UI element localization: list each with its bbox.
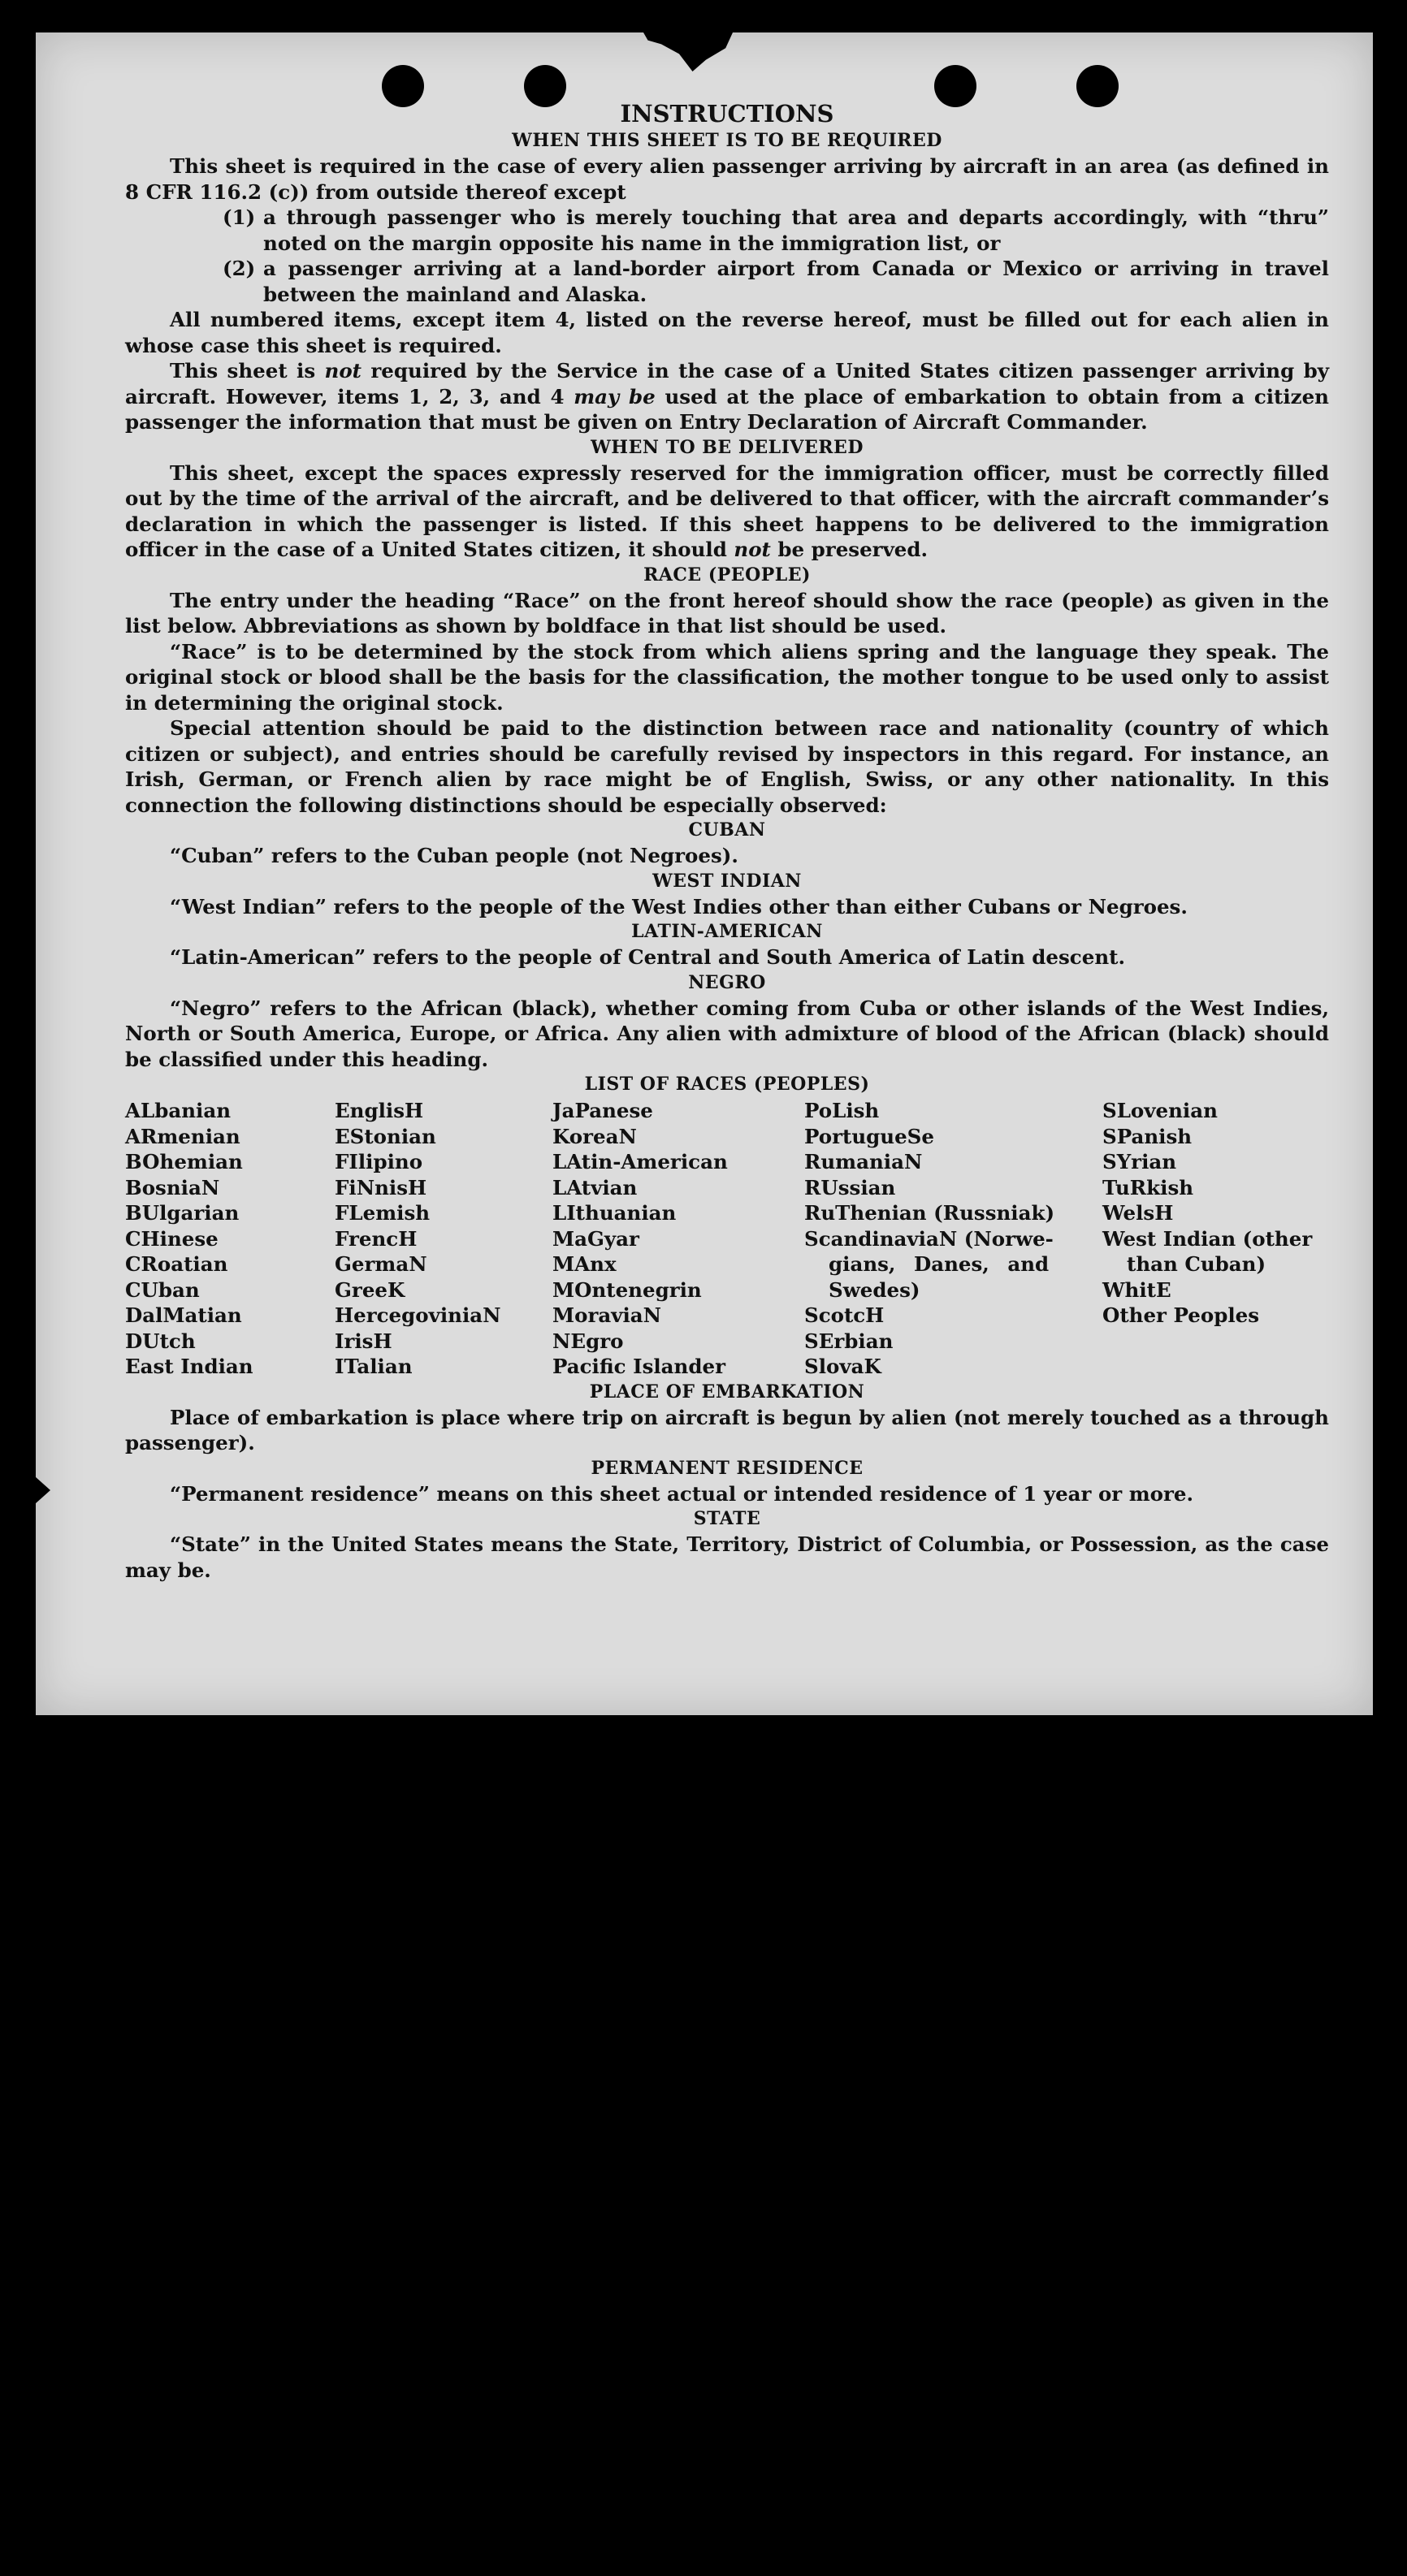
race-item: CRoatian xyxy=(125,1252,228,1276)
race-item: WhitE xyxy=(1102,1277,1171,1302)
race-item: ARmenian xyxy=(125,1124,240,1148)
paragraph-negro: “Negro” refers to the African (black), whether coming from Cuba or other islands of the West Indies, North or South America, Europe, or Africa. Any alien with admixture of blood of the African (black) should be classified under this heading. xyxy=(125,996,1329,1071)
race-item: ALbanian xyxy=(125,1099,232,1122)
race-column xyxy=(335,1098,552,1380)
page-title: INSTRUCTIONS xyxy=(620,100,834,128)
race-item: FLemish xyxy=(335,1201,431,1225)
paragraph-west-indian: “West Indian” refers to the people of the West Indies other than either Cubans or Negroes. xyxy=(170,894,1188,918)
race-column xyxy=(552,1098,804,1380)
race-item: DUtch xyxy=(125,1329,196,1353)
race-item: Other Peoples xyxy=(1102,1303,1260,1327)
race-item: MAnx xyxy=(552,1252,617,1276)
document-sheet xyxy=(36,32,1373,1715)
race-item: SLovenian xyxy=(1102,1099,1218,1122)
paragraph-when-required: This sheet is required in the case of every alien passenger arriving by aircraft in an area (as defined in 8 CFR 116.2 (c)) from outside thereof except xyxy=(125,154,1329,204)
race-item: TuRkish xyxy=(1102,1175,1194,1199)
item-text: a through passenger who is merely touching that area and departs accordingly, with “thru” noted on the margin opposite his name in the immigration list, or xyxy=(263,205,1329,255)
race-item: FIlipino xyxy=(335,1150,423,1173)
race-list xyxy=(125,1098,1329,1380)
section-heading-embarkation: PLACE OF EMBARKATION xyxy=(589,1381,865,1403)
race-item: MaGyar xyxy=(552,1226,639,1251)
race-column xyxy=(1102,1098,1329,1380)
paragraph-numbered-items: All numbered items, except item 4, listed on the reverse hereof, must be filled out for each alien in whose case this sheet is required. xyxy=(125,308,1329,357)
instructions-body xyxy=(125,99,1329,1583)
paragraph-cuban: “Cuban” refers to the Cuban people (not Negroes). xyxy=(170,844,738,867)
race-item: Swedes) xyxy=(829,1277,920,1302)
section-heading-list-of-races: LIST OF RACES (PEOPLES) xyxy=(584,1074,870,1095)
race-item: MoraviaN xyxy=(552,1303,662,1327)
race-item: NEgro xyxy=(552,1329,624,1353)
paragraph-citizen: This sheet is not required by the Service in the case of a United States citizen passenger arriving by aircraft. However, items 1, 2, 3, and 4 may be used at the place of embarkation to obtain from a citizen passenger the information that must be given on Entry Declaration of Aircraft Commander. xyxy=(125,359,1330,434)
item-number: (2) xyxy=(223,257,256,280)
race-item: LAtvian xyxy=(552,1175,638,1199)
race-item: GermaN xyxy=(335,1252,427,1276)
race-item: BOhemian xyxy=(125,1150,243,1173)
paragraph-when-delivered: This sheet, except the spaces expressly reserved for the immigration officer, must be correctly filled out by the time of the arrival of the aircraft, and be delivered to that officer, with the aircraft commander’s declaration in which the passenger is listed. If this sheet happens to be delivered to the immigration officer in the case of a United States citizen, it should not be preserved. xyxy=(125,460,1329,561)
paragraph-residence: “Permanent residence” means on this sheet actual or intended residence of 1 year or more. xyxy=(170,1481,1194,1506)
race-item: SErbian xyxy=(804,1329,894,1353)
race-item: RUssian xyxy=(804,1175,896,1199)
paragraph-state: “State” in the United States means the State, Territory, District of Columbia, or Possession, as the case may be. xyxy=(125,1532,1329,1582)
item-number: (1) xyxy=(223,205,256,229)
race-item: RumaniaN xyxy=(804,1150,923,1173)
section-heading-state: STATE xyxy=(693,1508,761,1529)
race-item: ScandinaviaN (Norwe- xyxy=(804,1226,1054,1251)
race-column xyxy=(804,1098,1102,1380)
edge-notch xyxy=(28,1470,50,1511)
paragraph-embarkation: Place of embarkation is place where trip on aircraft is begun by alien (not merely touched as a through passenger). xyxy=(125,1405,1329,1454)
torn-edge xyxy=(643,32,733,71)
list-item xyxy=(223,256,1329,307)
race-item: EnglisH xyxy=(335,1099,424,1122)
race-item: SPanish xyxy=(1102,1124,1193,1148)
race-item: East Indian xyxy=(125,1355,253,1378)
section-heading-when-delivered: WHEN TO BE DELIVERED xyxy=(591,436,864,458)
section-heading-when-required: WHEN THIS SHEET IS TO BE REQUIRED xyxy=(512,130,942,151)
section-heading-residence: PERMANENT RESIDENCE xyxy=(591,1457,864,1479)
race-item: gians, Danes, and xyxy=(829,1252,1050,1276)
section-heading-race: RACE (PEOPLE) xyxy=(643,564,811,586)
race-item: SYrian xyxy=(1102,1150,1177,1173)
race-item: CUban xyxy=(125,1277,200,1302)
paragraph-race-2: “Race” is to be determined by the stock from which aliens spring and the language they speak. The original stock or blood shall be the basis for the classification, the mother tongue to be used only to assist in determining the original stock. xyxy=(125,639,1329,715)
race-item: BosniaN xyxy=(125,1175,220,1199)
section-heading-latin-american: LATIN-AMERICAN xyxy=(631,921,823,942)
race-item: ScotcH xyxy=(804,1303,885,1327)
race-item: CHinese xyxy=(125,1226,219,1251)
race-item: LAtin-American xyxy=(552,1150,728,1173)
item-text: a passenger arriving at a land-border airport from Canada or Mexico or arriving in travel between the mainland and Alaska. xyxy=(263,257,1329,306)
race-item: FiNnisH xyxy=(335,1175,427,1199)
section-heading-cuban: CUBAN xyxy=(688,819,766,841)
race-item: JaPanese xyxy=(552,1099,653,1122)
paragraph-race-3: Special attention should be paid to the distinction between race and nationality (country of which citizen or subject), and entries should be carefully revised by inspectors in this regard. For instance, an Irish, German, or French alien by race might be of English, Swiss, or any other nationality. In this connection the following distinctions should be especially observed: xyxy=(125,716,1329,817)
list-item xyxy=(223,205,1329,256)
race-item: RuThenian (Russniak) xyxy=(804,1201,1055,1225)
race-item: EStonian xyxy=(335,1124,436,1148)
race-item: ITalian xyxy=(335,1355,413,1378)
race-item: PortugueSe xyxy=(804,1124,934,1148)
race-item: than Cuban) xyxy=(1127,1252,1266,1276)
race-item: LIthuanian xyxy=(552,1201,677,1225)
paragraph-race-1: The entry under the heading “Race” on the front hereof should show the race (people) as given in the list below. Abbreviations as shown by boldface in that list should be used. xyxy=(125,588,1329,638)
race-item: KoreaN xyxy=(552,1124,637,1148)
paragraph-latin-american: “Latin-American” refers to the people of Central and South America of Latin descent. xyxy=(170,945,1125,969)
race-item: DalMatian xyxy=(125,1303,242,1327)
race-item: FrencH xyxy=(335,1226,418,1251)
section-heading-west-indian: WEST INDIAN xyxy=(652,870,802,892)
race-item: PoLish xyxy=(804,1099,880,1122)
race-item: Pacific Islander xyxy=(552,1355,725,1378)
race-item: IrisH xyxy=(335,1329,392,1353)
race-item: MOntenegrin xyxy=(552,1277,702,1302)
race-item: HercegoviniaN xyxy=(335,1303,501,1327)
race-item: GreeK xyxy=(335,1277,405,1302)
race-item: WelsH xyxy=(1102,1201,1174,1225)
race-item: SlovaK xyxy=(804,1355,881,1378)
race-item: BUlgarian xyxy=(125,1201,240,1225)
race-column xyxy=(125,1098,335,1380)
section-heading-negro: NEGRO xyxy=(688,971,766,993)
race-item: West Indian (other xyxy=(1102,1226,1313,1251)
